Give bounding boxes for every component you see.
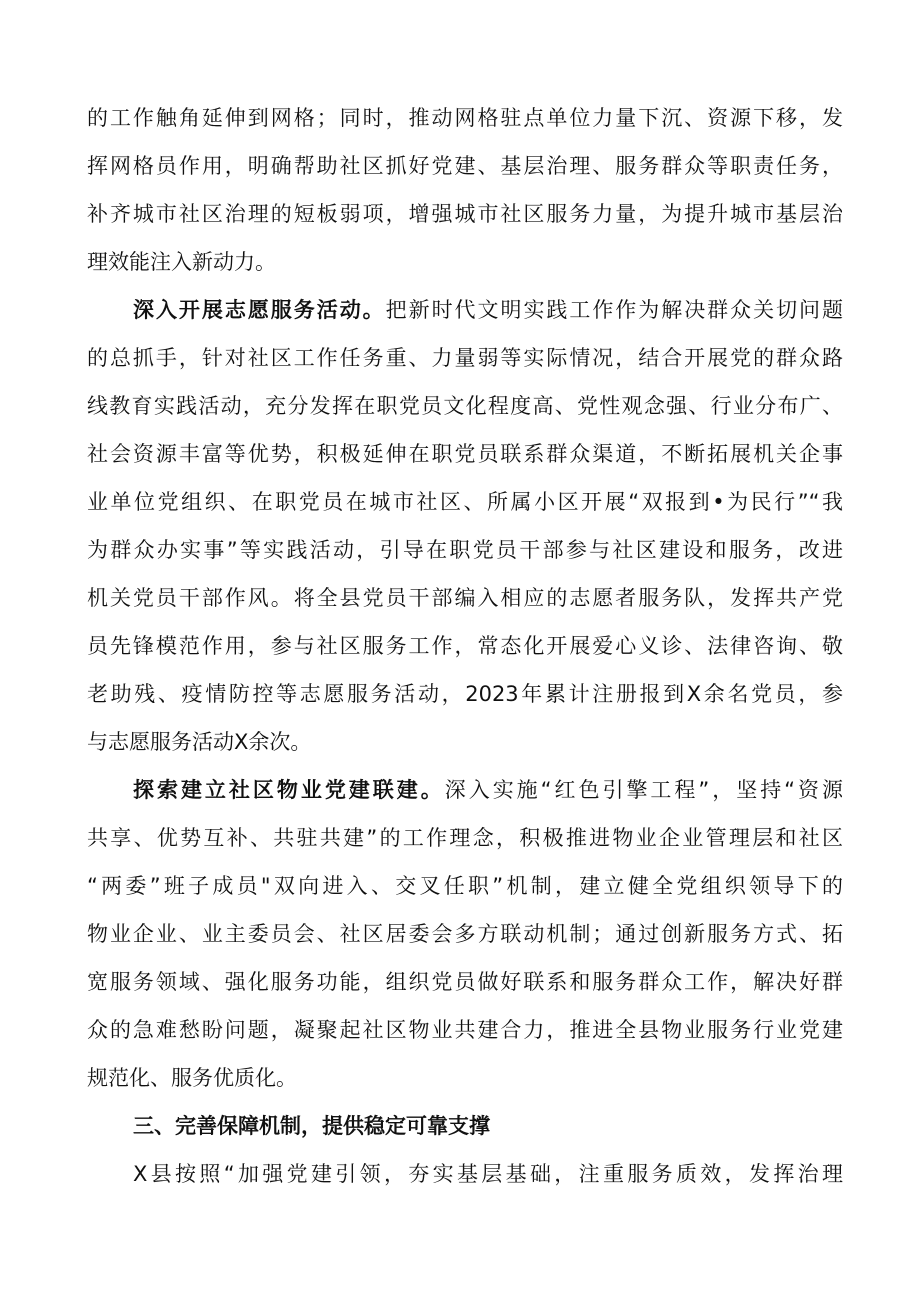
text-span: 把新时代文明实践工作作为解决群众关切问题 (385, 298, 844, 322)
text-line: 挥网格员作用，明确帮助社区抓好党建、基层治理、服务群众等职责任务， (87, 154, 843, 178)
text-line: 与志愿服务活动X余次。 (87, 730, 312, 754)
text-line: 的工作触角延伸到网格；同时，推动网格驻点单位力量下沉、资源下移，发 (87, 106, 843, 130)
text-line: 社会资源丰富等优势，积极延伸在职党员联系群众渠道，不断拓展机关企事 (87, 442, 843, 466)
text-line: 的总抓手，针对社区工作任务重、力量弱等实际情况，结合开展党的群众路 (87, 346, 843, 370)
text-line: 老助残、疫情防控等志愿服务活动，2023年累计注册报到X余名党员，参 (87, 682, 843, 706)
text-line: 为群众办实事”等实践活动，引导在职党员干部参与社区建设和服务，改进 (87, 538, 843, 562)
text-line: 员先锋模范作用，参与社区服务工作，常态化开展爱心义诊、法律咨询、敬 (87, 634, 843, 658)
text-line (87, 286, 843, 334)
text-line: 机关党员干部作风。将全县党员干部编入相应的志愿者服务队，发挥共产党 (87, 586, 843, 610)
text-line: 补齐城市社区治理的短板弱项，增强城市社区服务力量，为提升城市基层治 (87, 202, 843, 226)
paragraph-lead-heading: 探索建立社区物业党建联建。 (133, 778, 445, 802)
text-line: X县按照“加强党建引领，夯实基层基础，注重服务质效，发挥治理 (133, 1162, 843, 1186)
paragraph-lead-heading: 深入开展志愿服务活动。 (133, 298, 386, 322)
text-line: 业单位党组织、在职党员在城市社区、所属小区开展“双报到•为民行”“我 (87, 490, 843, 514)
text-line: 理效能注入新动力。 (87, 250, 276, 274)
text-span: 深入实施“红色引擎工程”，坚持“资源 (444, 778, 844, 802)
document-body (87, 94, 843, 1198)
text-line: 共享、优势互补、共驻共建”的工作理念，积极推进物业企业管理层和社区 (87, 826, 843, 850)
text-line: 物业企业、业主委员会、社区居委会多方联动机制；通过创新服务方式、拓 (87, 922, 843, 946)
paragraph-continuation (87, 94, 843, 286)
text-line: 规范化、服务优质化。 (87, 1066, 297, 1090)
text-line: 线教育实践活动，充分发挥在职党员文化程度高、党性观念强、行业分布广、 (87, 394, 843, 418)
text-line (87, 766, 843, 814)
text-line: “两委”班子成员"双向进入、交叉任职”机制，建立健全党组织领导下的 (87, 874, 843, 898)
text-line: 众的急难愁盼问题，凝聚起社区物业共建合力，推进全县物业服务行业党建 (87, 1018, 843, 1042)
paragraph-property-party-building (87, 766, 843, 1102)
text-line: 宽服务领域、强化服务功能，组织党员做好联系和服务群众工作，解决好群 (87, 970, 843, 994)
section-heading: 三、完善保障机制，提供稳定可靠支撑 (133, 1114, 490, 1138)
paragraph-volunteer-service (87, 286, 843, 766)
